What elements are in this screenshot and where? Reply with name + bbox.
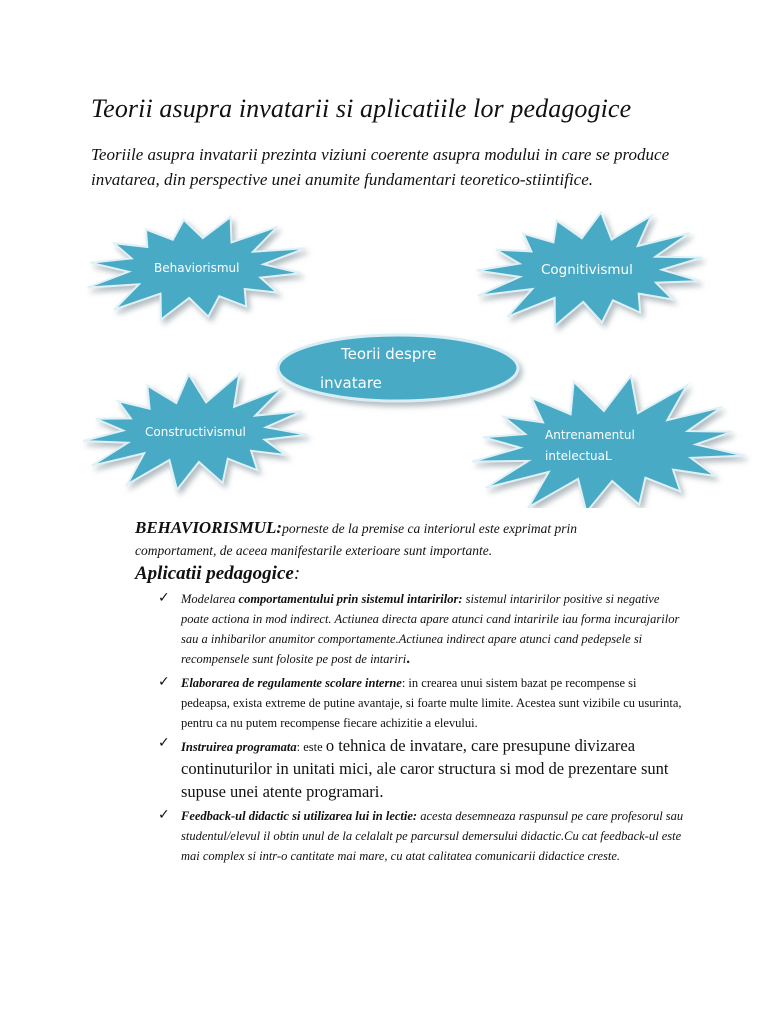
concept-diagram [0, 208, 768, 508]
node-training-label-2: intelectuaL [545, 449, 612, 463]
center-label-2: invatare [320, 374, 382, 392]
list-item [158, 734, 688, 803]
item-text: Elaborarea de regulamente scolare interne: in crearea unui sistem bazat pe recompense si pedeapsa, exista extreme de putine avantaje, si foarte multe limite. Acestea sunt vizibile cu usurinta, pentru ca nu putem recompense fiecare achizitie a elevului. [181, 676, 682, 730]
list-item [158, 589, 688, 669]
item-text: Instruirea programata: este o tehnica de invatare, care presupune divizarea continuturilor in unitati mici, ale caror structura si mod de prezentare sunt supuse unei atente programari. [181, 736, 669, 801]
page-title: Teorii asupra invatarii si aplicatiile lor pedagogice [91, 94, 632, 123]
behaviorism-paragraph [135, 517, 655, 562]
checkmark-icon: ✓ [158, 807, 170, 823]
intro-paragraph: Teoriile asupra invatarii prezinta viziuni coerente asupra modului in care se produce invatarea, din perspective unei anumite fundamentari teoretico-stiintifice. [91, 145, 670, 189]
node-constructivism-label: Constructivismul [145, 425, 246, 439]
node-behaviorism-label: Behaviorismul [154, 261, 240, 275]
behaviorism-heading: BEHAVIORISMUL: [135, 518, 283, 537]
item-text: Feedback-ul didactic si utilizarea lui in lectie: acesta desemneaza raspunsul pe care profesorul sau studentul/elevul il obtin unul de la celalalt pe parcursul demersului didactic.Cu cat feedback-ul este mai complex si intr-o cantitate mai mare, cu atat calitatea comunicarii didactice creste. [181, 809, 684, 863]
center-label-1: Teorii despre [341, 345, 437, 363]
item-text: Modelarea comportamentului prin sistemul intaririlor: sistemul intaririlor positive si negative poate actiona in mod indirect. Actiunea directa apare atunci cand intaririle iau forma incurajarilor sau a inhibarilor anumitor comportamente.Actiunea indirect apare atunci cand pedepsele si recompensele sunt folosite pe post de intariri. [181, 592, 680, 667]
checkmark-icon: ✓ [158, 674, 170, 690]
behaviorism-text: porneste de la premise ca interiorul este exprimat prin comportament, de aceea manifestarile exterioare sunt importante. [135, 521, 578, 558]
list-item [158, 806, 688, 866]
list-item [158, 673, 688, 733]
checkmark-icon: ✓ [158, 590, 170, 606]
checkmark-icon: ✓ [158, 735, 170, 751]
node-cognitivism-label: Cognitivismul [541, 262, 633, 278]
applications-heading: Aplicatii pedagogice: [135, 563, 301, 584]
node-training-label-1: Antrenamentul [545, 428, 635, 442]
